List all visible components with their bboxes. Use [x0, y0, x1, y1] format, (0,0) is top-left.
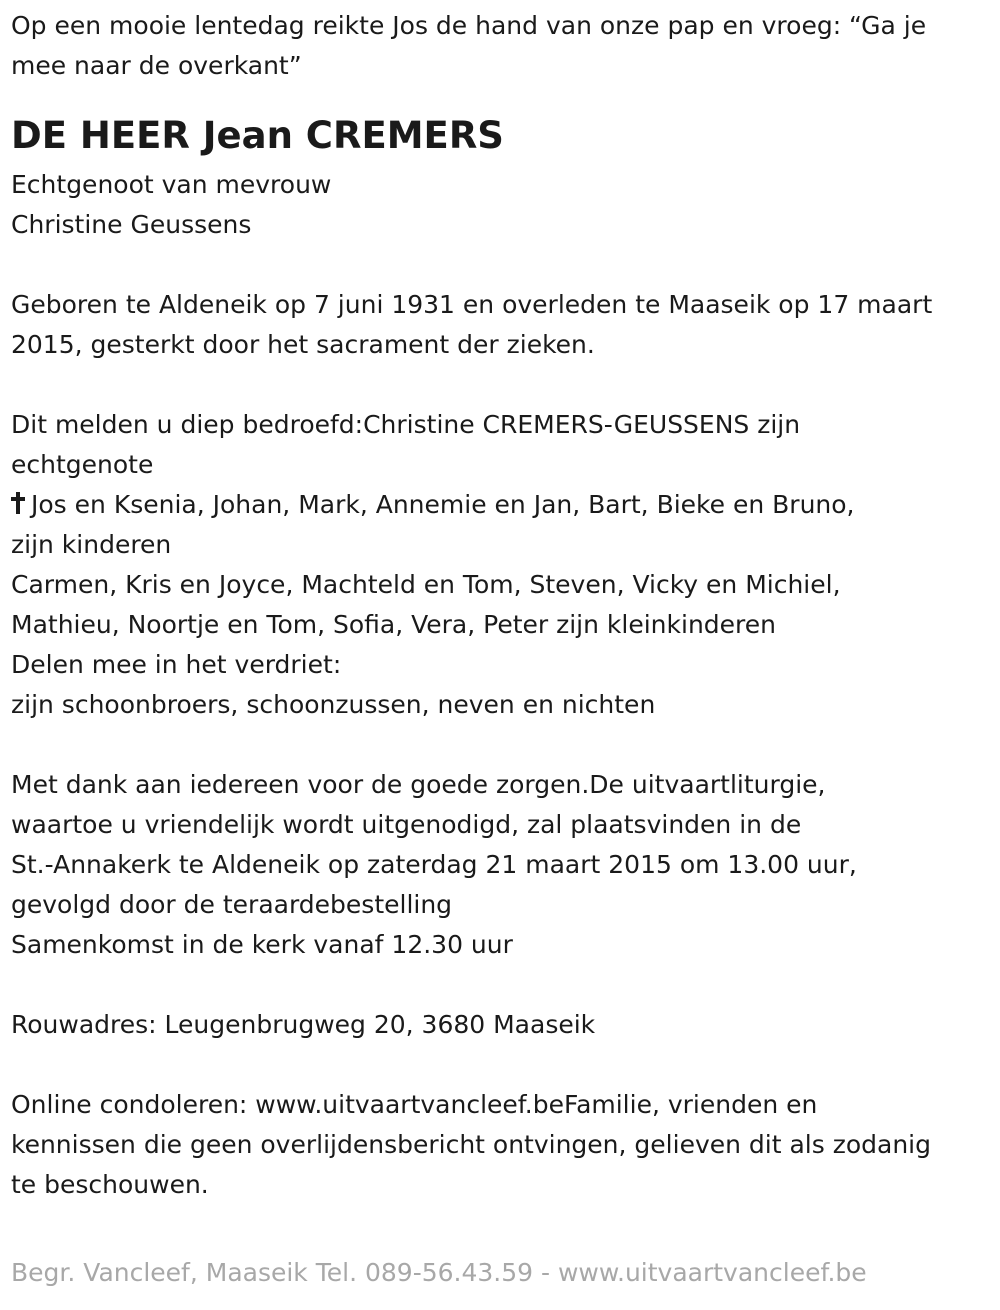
- family-line: echtgenote: [11, 450, 154, 479]
- online-line: te beschouwen.: [11, 1170, 209, 1199]
- children-line: [11, 485, 991, 525]
- grandchildren-line: Carmen, Kris en Joyce, Machteld en Tom, Steven, Vicky en Michiel,: [11, 570, 841, 599]
- children-names: Jos en Ksenia, Johan, Mark, Annemie en Jan, Bart, Bieke en Bruno,: [31, 490, 855, 519]
- funeral-line: Samenkomst in de kerk vanaf 12.30 uur: [11, 930, 513, 959]
- birth-line: Geboren te Aldeneik op 7 juni 1931 en overleden te Maaseik op 17 maart: [11, 290, 933, 319]
- share-line: Delen mee in het verdriet:: [11, 650, 342, 679]
- children-label: zijn kinderen: [11, 530, 172, 559]
- funeral-line: gevolgd door de teraardebestelling: [11, 890, 453, 919]
- birth-death-block: [11, 285, 991, 365]
- funeral-home-footer: Begr. Vancleef, Maaseik Tel. 089-56.43.59 - www.uitvaartvancleef.be: [11, 1258, 867, 1287]
- online-line: kennissen die geen overlijdensbericht ontvingen, gelieven dit als zodanig: [11, 1130, 931, 1159]
- family-block: [11, 405, 991, 725]
- funeral-block: [11, 765, 991, 965]
- deceased-name: DE HEER Jean CREMERS: [11, 114, 504, 157]
- death-notice: [11, 0, 991, 1205]
- grandchildren-line: Mathieu, Noortje en Tom, Sofia, Vera, Peter zijn kleinkinderen: [11, 610, 776, 639]
- funeral-line: waartoe u vriendelijk wordt uitgenodigd, zal plaatsvinden in de: [11, 810, 802, 839]
- mourning-address: Rouwadres: Leugenbrugweg 20, 3680 Maaseik: [11, 1010, 596, 1039]
- intro-line: mee naar de overkant”: [11, 51, 302, 80]
- intro-quote: [11, 6, 991, 86]
- relatives-line: zijn schoonbroers, schoonzussen, neven en nichten: [11, 690, 656, 719]
- funeral-line: Met dank aan iedereen voor de goede zorgen.De uitvaartliturgie,: [11, 770, 826, 799]
- online-condolence-block: [11, 1085, 991, 1205]
- spouse-block: [11, 165, 991, 245]
- online-line: Online condoleren: www.uitvaartvancleef.beFamilie, vrienden en: [11, 1090, 818, 1119]
- spouse-line: Christine Geussens: [11, 210, 252, 239]
- family-line: Dit melden u diep bedroefd:Christine CREMERS-GEUSSENS zijn: [11, 410, 801, 439]
- funeral-line: St.-Annakerk te Aldeneik op zaterdag 21 maart 2015 om 13.00 uur,: [11, 850, 857, 879]
- spouse-line: Echtgenoot van mevrouw: [11, 170, 332, 199]
- birth-line: 2015, gesterkt door het sacrament der zieken.: [11, 330, 595, 359]
- intro-line: Op een mooie lentedag reikte Jos de hand van onze pap en vroeg: “Ga je: [11, 11, 927, 40]
- cross-icon: [11, 492, 25, 514]
